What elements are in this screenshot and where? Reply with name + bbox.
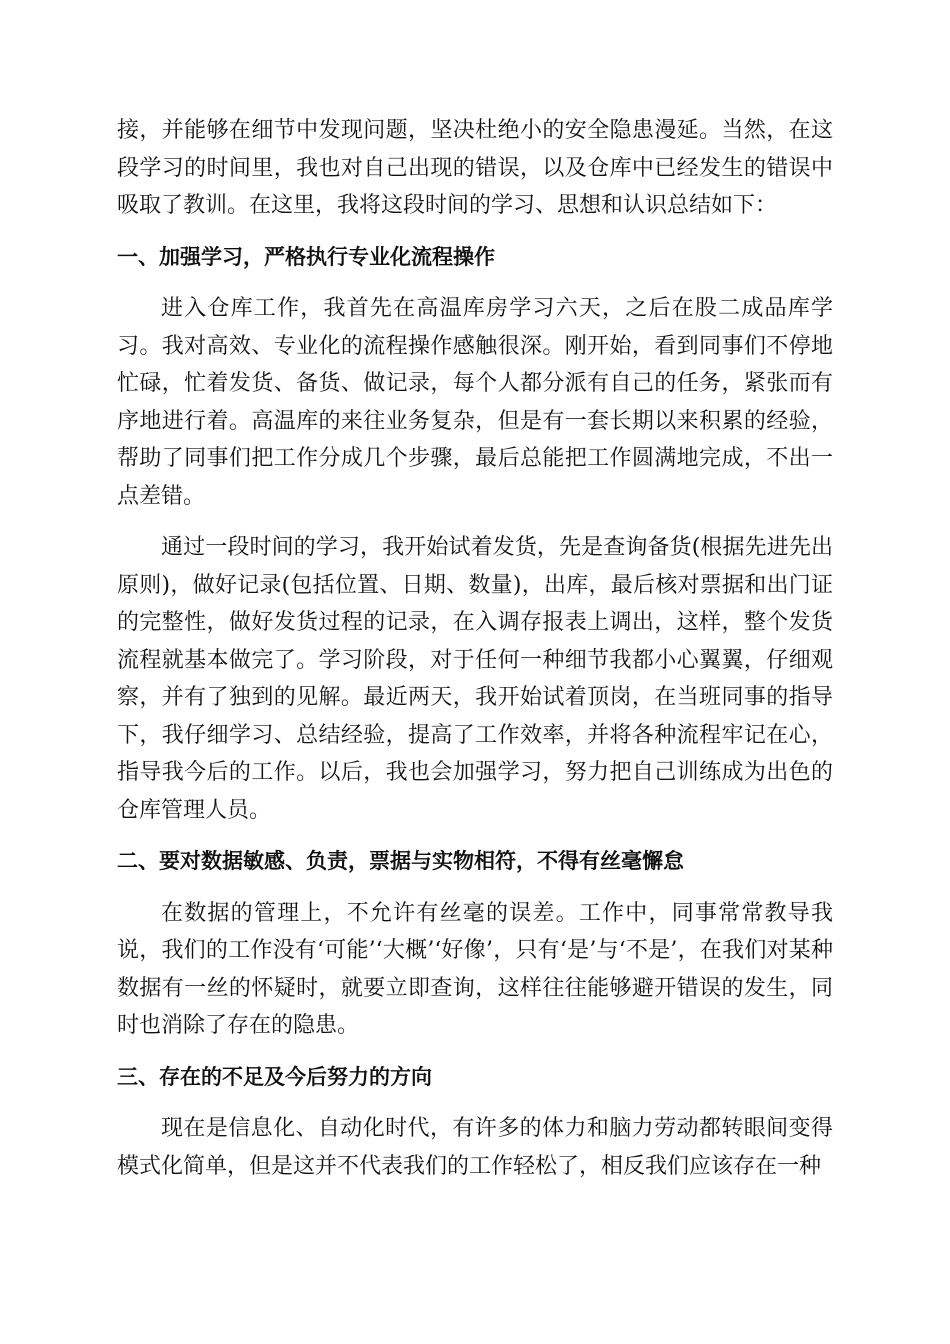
section-heading-3: 三、存在的不足及今后努力的方向 <box>117 1064 432 1089</box>
section1-paragraph-1: 进入仓库工作，我首先在高温库房学习六天，之后在股二成品库学习。我对高效、专业化的流程操作感触很深。刚开始，看到同事们不停地忙碌，忙着发货、备货、做记录，每个人都分派有自己的任务，紧张而有序地进行着。高温库的来往业务复杂，但是有一套长期以来积累的经验，帮助了同事们把工作分成几个步骤，最后总能把工作圆满地完成，不出一点差错。 <box>117 296 833 509</box>
section-heading-2: 二、要对数据敏感、负责，票据与实物相符，不得有丝毫懈怠 <box>117 849 684 873</box>
intro-paragraph: 接，并能够在细节中发现问题，坚决杜绝小的安全隐患漫延。当然，在这段学习的时间里，我也对自己出现的错误，以及仓库中已经发生的错误中吸取了教训。在这里，我将这段时间的学习、思想和认识总结如下： <box>117 118 833 218</box>
document-body <box>117 112 833 1199</box>
section3-paragraph-1: 现在是信息化、自动化时代，有许多的体力和脑力劳动都转眼间变得模式化简单，但是这并不代表我们的工作轻松了，相反我们应该存在一种 <box>117 1116 833 1179</box>
section2-paragraph-1: 在数据的管理上，不允许有丝毫的误差。工作中，同事常常教导我说，我们的工作没有‘可能’‘大概’‘好像’，只有‘是’与‘不是’，在我们对某种数据有一丝的怀疑时，就要立即查询，这样往往能够避开错误的发生，同时也消除了存在的隐患。 <box>117 900 833 1038</box>
section1-paragraph-2: 通过一段时间的学习，我开始试着发货，先是查询备货(根据先进先出原则)，做好记录(包括位置、日期、数量)，出库，最后核对票据和出门证的完整性，做好发货过程的记录，在入调存报表上调出，这样，整个发货流程就基本做完了。学习阶段，对于任何一种细节我都小心翼翼，仔细观察，并有了独到的见解。最近两天，我开始试着顶岗，在当班同事的指导下，我仔细学习、总结经验，提高了工作效率，并将各种流程牢记在心，指导我今后的工作。以后，我也会加强学习，努力把自己训练成为出色的仓库管理人员。 <box>117 535 833 823</box>
section-heading-1: 一、加强学习，严格执行专业化流程操作 <box>117 244 495 269</box>
